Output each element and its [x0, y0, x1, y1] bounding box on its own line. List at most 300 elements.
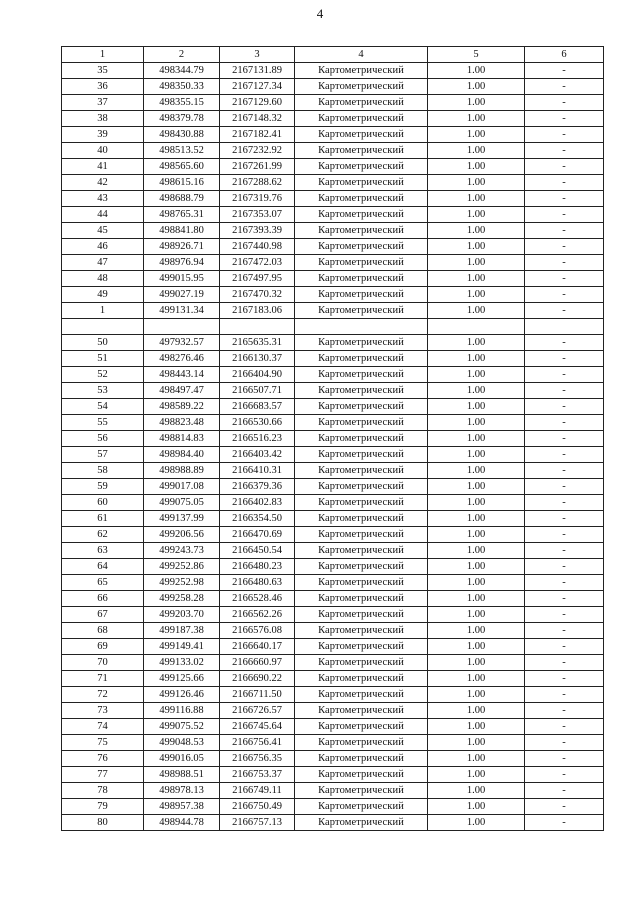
cell-description: - [525, 447, 604, 463]
table-row [62, 575, 604, 591]
table-row [62, 527, 604, 543]
table-row [62, 319, 604, 335]
cell-point-number: 62 [62, 527, 144, 543]
cell-method: Картометрический [295, 607, 428, 623]
table-row [62, 607, 604, 623]
cell-y-coordinate: 2166480.63 [220, 575, 295, 591]
cell-point-number: 48 [62, 271, 144, 287]
cell-accuracy: 1.00 [428, 495, 525, 511]
cell-point-number: 35 [62, 63, 144, 79]
table-row [62, 335, 604, 351]
cell-y-coordinate: 2167319.76 [220, 191, 295, 207]
cell-accuracy: 1.00 [428, 63, 525, 79]
cell-point-number: 55 [62, 415, 144, 431]
cell-point-number: 40 [62, 143, 144, 159]
cell-method: Картометрический [295, 815, 428, 831]
cell-y-coordinate: 2166745.64 [220, 719, 295, 735]
table-row [62, 559, 604, 575]
table-row [62, 495, 604, 511]
table-row [62, 191, 604, 207]
cell-description: - [525, 623, 604, 639]
cell-point-number: 60 [62, 495, 144, 511]
cell-description: - [525, 751, 604, 767]
table-row [62, 655, 604, 671]
cell-x-coordinate: 499149.41 [144, 639, 220, 655]
cell-method: Картометрический [295, 511, 428, 527]
cell-x-coordinate: 499187.38 [144, 623, 220, 639]
cell-point-number: 72 [62, 687, 144, 703]
cell-method: Картометрический [295, 63, 428, 79]
cell-description: - [525, 671, 604, 687]
cell-description: - [525, 383, 604, 399]
cell-accuracy: 1.00 [428, 223, 525, 239]
cell-y-coordinate: 2167261.99 [220, 159, 295, 175]
cell-description: - [525, 639, 604, 655]
table-row [62, 207, 604, 223]
cell-accuracy: 1.00 [428, 95, 525, 111]
cell-method: Картометрический [295, 799, 428, 815]
cell-accuracy: 1.00 [428, 367, 525, 383]
cell-description: - [525, 591, 604, 607]
cell-description: - [525, 559, 604, 575]
cell-description: - [525, 799, 604, 815]
cell-x-coordinate: 499252.98 [144, 575, 220, 591]
cell-y-coordinate: 2166757.13 [220, 815, 295, 831]
cell-point-number: 39 [62, 127, 144, 143]
cell-method: Картометрический [295, 207, 428, 223]
cell-x-coordinate: 2 [144, 47, 220, 63]
cell-y-coordinate: 2166404.90 [220, 367, 295, 383]
cell-description: - [525, 367, 604, 383]
cell-accuracy: 1.00 [428, 239, 525, 255]
cell-x-coordinate: 498765.31 [144, 207, 220, 223]
cell-accuracy: 1.00 [428, 735, 525, 751]
cell-x-coordinate: 499133.02 [144, 655, 220, 671]
cell-method: Картометрический [295, 655, 428, 671]
cell-point-number: 36 [62, 79, 144, 95]
cell-method: Картометрический [295, 623, 428, 639]
cell-x-coordinate: 498513.52 [144, 143, 220, 159]
cell-description: - [525, 63, 604, 79]
cell-accuracy: 1.00 [428, 159, 525, 175]
cell-y-coordinate: 2166750.49 [220, 799, 295, 815]
table-row [62, 463, 604, 479]
table-row [62, 255, 604, 271]
cell-y-coordinate: 2166507.71 [220, 383, 295, 399]
cell-y-coordinate: 2167288.62 [220, 175, 295, 191]
cell-y-coordinate: 2166576.08 [220, 623, 295, 639]
cell-method: Картометрический [295, 335, 428, 351]
cell-point-number: 68 [62, 623, 144, 639]
cell-x-coordinate: 499116.88 [144, 703, 220, 719]
table-row [62, 143, 604, 159]
cell-x-coordinate: 498565.60 [144, 159, 220, 175]
cell-y-coordinate: 2166450.54 [220, 543, 295, 559]
table-row [62, 703, 604, 719]
cell-y-coordinate: 2166749.11 [220, 783, 295, 799]
cell-y-coordinate [220, 319, 295, 335]
cell-method: Картометрический [295, 543, 428, 559]
cell-method: Картометрический [295, 639, 428, 655]
cell-x-coordinate: 499015.95 [144, 271, 220, 287]
cell-accuracy: 1.00 [428, 815, 525, 831]
cell-y-coordinate: 3 [220, 47, 295, 63]
cell-method: Картометрический [295, 719, 428, 735]
cell-x-coordinate: 499075.05 [144, 495, 220, 511]
cell-x-coordinate [144, 319, 220, 335]
table-row [62, 479, 604, 495]
cell-accuracy: 1.00 [428, 127, 525, 143]
cell-x-coordinate: 498615.16 [144, 175, 220, 191]
page-number: 4 [316, 6, 324, 21]
cell-description: - [525, 159, 604, 175]
cell-y-coordinate: 2166528.46 [220, 591, 295, 607]
cell-x-coordinate: 498988.89 [144, 463, 220, 479]
cell-x-coordinate: 498688.79 [144, 191, 220, 207]
cell-accuracy: 5 [428, 47, 525, 63]
cell-description: - [525, 95, 604, 111]
cell-description: - [525, 511, 604, 527]
table-row [62, 639, 604, 655]
coordinates-table-body [62, 47, 604, 831]
cell-accuracy: 1.00 [428, 719, 525, 735]
cell-point-number: 50 [62, 335, 144, 351]
table-row [62, 159, 604, 175]
cell-point-number: 52 [62, 367, 144, 383]
cell-accuracy: 1.00 [428, 479, 525, 495]
cell-method: Картометрический [295, 79, 428, 95]
cell-y-coordinate: 2167497.95 [220, 271, 295, 287]
cell-description: - [525, 575, 604, 591]
cell-accuracy: 1.00 [428, 207, 525, 223]
table-row [62, 287, 604, 303]
cell-y-coordinate: 2166683.57 [220, 399, 295, 415]
table-row [62, 271, 604, 287]
coordinates-table [61, 46, 604, 831]
cell-x-coordinate: 499258.28 [144, 591, 220, 607]
cell-point-number: 46 [62, 239, 144, 255]
cell-description: - [525, 703, 604, 719]
cell-accuracy: 1.00 [428, 687, 525, 703]
cell-point-number: 56 [62, 431, 144, 447]
cell-point-number: 64 [62, 559, 144, 575]
cell-point-number: 47 [62, 255, 144, 271]
cell-point-number: 76 [62, 751, 144, 767]
table-row [62, 687, 604, 703]
cell-description: - [525, 655, 604, 671]
cell-point-number: 78 [62, 783, 144, 799]
cell-point-number: 42 [62, 175, 144, 191]
table-row [62, 79, 604, 95]
cell-y-coordinate: 2166480.23 [220, 559, 295, 575]
cell-y-coordinate: 2166756.41 [220, 735, 295, 751]
cell-point-number: 54 [62, 399, 144, 415]
cell-accuracy: 1.00 [428, 655, 525, 671]
table-row [62, 239, 604, 255]
cell-method: Картометрический [295, 143, 428, 159]
cell-method: Картометрический [295, 127, 428, 143]
cell-y-coordinate: 2166470.69 [220, 527, 295, 543]
cell-method: Картометрический [295, 767, 428, 783]
table-row [62, 767, 604, 783]
cell-x-coordinate: 499017.08 [144, 479, 220, 495]
cell-point-number: 79 [62, 799, 144, 815]
cell-y-coordinate: 2166726.57 [220, 703, 295, 719]
cell-point-number: 1 [62, 303, 144, 319]
cell-method: Картометрический [295, 495, 428, 511]
cell-description: - [525, 143, 604, 159]
cell-point-number: 49 [62, 287, 144, 303]
cell-x-coordinate: 499131.34 [144, 303, 220, 319]
cell-x-coordinate: 498589.22 [144, 399, 220, 415]
table-row [62, 783, 604, 799]
table-header-row [62, 47, 604, 63]
table-row [62, 383, 604, 399]
cell-point-number: 37 [62, 95, 144, 111]
cell-method: Картометрический [295, 575, 428, 591]
table-row [62, 751, 604, 767]
table-row [62, 175, 604, 191]
cell-x-coordinate: 498443.14 [144, 367, 220, 383]
cell-x-coordinate: 499243.73 [144, 543, 220, 559]
cell-accuracy: 1.00 [428, 143, 525, 159]
cell-accuracy: 1.00 [428, 703, 525, 719]
table-row [62, 447, 604, 463]
cell-y-coordinate: 2166379.36 [220, 479, 295, 495]
cell-description: - [525, 527, 604, 543]
cell-x-coordinate: 499048.53 [144, 735, 220, 751]
cell-point-number: 59 [62, 479, 144, 495]
table-row [62, 671, 604, 687]
table-row [62, 303, 604, 319]
cell-x-coordinate: 498355.15 [144, 95, 220, 111]
cell-y-coordinate: 2167183.06 [220, 303, 295, 319]
cell-accuracy: 1.00 [428, 303, 525, 319]
cell-y-coordinate: 2166516.23 [220, 431, 295, 447]
cell-accuracy: 1.00 [428, 559, 525, 575]
cell-method [295, 319, 428, 335]
cell-y-coordinate: 2167440.98 [220, 239, 295, 255]
cell-point-number: 41 [62, 159, 144, 175]
cell-accuracy: 1.00 [428, 511, 525, 527]
cell-accuracy: 1.00 [428, 335, 525, 351]
table-row [62, 95, 604, 111]
cell-x-coordinate: 498926.71 [144, 239, 220, 255]
cell-method: Картометрический [295, 255, 428, 271]
table-row [62, 399, 604, 415]
cell-description: - [525, 399, 604, 415]
cell-description [525, 319, 604, 335]
cell-point-number: 45 [62, 223, 144, 239]
cell-x-coordinate: 499126.46 [144, 687, 220, 703]
cell-description: - [525, 415, 604, 431]
cell-point-number: 65 [62, 575, 144, 591]
cell-x-coordinate: 499252.86 [144, 559, 220, 575]
cell-y-coordinate: 2166410.31 [220, 463, 295, 479]
cell-accuracy: 1.00 [428, 255, 525, 271]
cell-y-coordinate: 2167472.03 [220, 255, 295, 271]
cell-accuracy: 1.00 [428, 383, 525, 399]
cell-x-coordinate: 498957.38 [144, 799, 220, 815]
cell-description: - [525, 255, 604, 271]
cell-description: - [525, 719, 604, 735]
cell-point-number: 38 [62, 111, 144, 127]
table-row [62, 719, 604, 735]
cell-accuracy: 1.00 [428, 431, 525, 447]
cell-description: - [525, 735, 604, 751]
cell-accuracy: 1.00 [428, 399, 525, 415]
table-row [62, 431, 604, 447]
table-row [62, 111, 604, 127]
cell-x-coordinate: 498344.79 [144, 63, 220, 79]
cell-description: - [525, 239, 604, 255]
table-row [62, 591, 604, 607]
cell-x-coordinate: 498379.78 [144, 111, 220, 127]
cell-accuracy: 1.00 [428, 527, 525, 543]
cell-method: Картометрический [295, 527, 428, 543]
cell-description: - [525, 191, 604, 207]
cell-method: Картометрический [295, 703, 428, 719]
cell-description: - [525, 111, 604, 127]
cell-accuracy: 1.00 [428, 607, 525, 623]
table-row [62, 623, 604, 639]
cell-point-number: 61 [62, 511, 144, 527]
cell-method: Картометрический [295, 111, 428, 127]
cell-description: - [525, 335, 604, 351]
cell-accuracy: 1.00 [428, 463, 525, 479]
cell-x-coordinate: 498814.83 [144, 431, 220, 447]
cell-y-coordinate: 2166753.37 [220, 767, 295, 783]
table-row [62, 63, 604, 79]
cell-accuracy: 1.00 [428, 751, 525, 767]
cell-description: - [525, 127, 604, 143]
cell-method: Картометрический [295, 175, 428, 191]
cell-x-coordinate: 498976.94 [144, 255, 220, 271]
cell-y-coordinate: 2167470.32 [220, 287, 295, 303]
cell-point-number: 67 [62, 607, 144, 623]
cell-method: Картометрический [295, 303, 428, 319]
cell-description: - [525, 303, 604, 319]
cell-x-coordinate: 498944.78 [144, 815, 220, 831]
table-row [62, 223, 604, 239]
cell-y-coordinate: 2166530.66 [220, 415, 295, 431]
cell-x-coordinate: 498497.47 [144, 383, 220, 399]
cell-description: - [525, 815, 604, 831]
cell-y-coordinate: 2167131.89 [220, 63, 295, 79]
cell-accuracy: 1.00 [428, 767, 525, 783]
cell-method: Картометрический [295, 463, 428, 479]
cell-accuracy: 1.00 [428, 543, 525, 559]
cell-method: Картометрический [295, 671, 428, 687]
cell-method: Картометрический [295, 351, 428, 367]
cell-y-coordinate: 2166711.50 [220, 687, 295, 703]
cell-description: - [525, 207, 604, 223]
cell-accuracy: 1.00 [428, 79, 525, 95]
cell-x-coordinate: 498276.46 [144, 351, 220, 367]
cell-point-number: 80 [62, 815, 144, 831]
cell-y-coordinate: 2166403.42 [220, 447, 295, 463]
cell-point-number: 58 [62, 463, 144, 479]
cell-x-coordinate: 498978.13 [144, 783, 220, 799]
cell-accuracy: 1.00 [428, 287, 525, 303]
cell-point-number [62, 319, 144, 335]
cell-y-coordinate: 2167129.60 [220, 95, 295, 111]
cell-y-coordinate: 2167393.39 [220, 223, 295, 239]
cell-accuracy: 1.00 [428, 639, 525, 655]
cell-method: Картометрический [295, 287, 428, 303]
cell-y-coordinate: 2167148.32 [220, 111, 295, 127]
cell-y-coordinate: 2166756.35 [220, 751, 295, 767]
cell-accuracy: 1.00 [428, 415, 525, 431]
table-row [62, 367, 604, 383]
table-row [62, 351, 604, 367]
cell-x-coordinate: 499206.56 [144, 527, 220, 543]
cell-point-number: 63 [62, 543, 144, 559]
cell-point-number: 43 [62, 191, 144, 207]
cell-method: Картометрический [295, 591, 428, 607]
cell-point-number: 57 [62, 447, 144, 463]
cell-y-coordinate: 2166402.83 [220, 495, 295, 511]
cell-method: Картометрический [295, 783, 428, 799]
cell-method: Картометрический [295, 159, 428, 175]
cell-accuracy: 1.00 [428, 351, 525, 367]
cell-method: Картометрический [295, 239, 428, 255]
cell-method: Картометрический [295, 431, 428, 447]
cell-accuracy: 1.00 [428, 783, 525, 799]
cell-accuracy: 1.00 [428, 671, 525, 687]
cell-method: Картометрический [295, 559, 428, 575]
cell-description: - [525, 351, 604, 367]
cell-accuracy: 1.00 [428, 447, 525, 463]
table-row [62, 127, 604, 143]
cell-x-coordinate: 498984.40 [144, 447, 220, 463]
cell-y-coordinate: 2166660.97 [220, 655, 295, 671]
cell-y-coordinate: 2167182.41 [220, 127, 295, 143]
cell-point-number: 53 [62, 383, 144, 399]
table-row [62, 543, 604, 559]
cell-description: - [525, 79, 604, 95]
cell-description: - [525, 767, 604, 783]
table-row [62, 815, 604, 831]
cell-description: - [525, 543, 604, 559]
cell-method: Картометрический [295, 367, 428, 383]
cell-x-coordinate: 499203.70 [144, 607, 220, 623]
cell-description: 6 [525, 47, 604, 63]
cell-point-number: 75 [62, 735, 144, 751]
cell-y-coordinate: 2167127.34 [220, 79, 295, 95]
cell-method: Картометрический [295, 479, 428, 495]
cell-point-number: 71 [62, 671, 144, 687]
cell-point-number: 51 [62, 351, 144, 367]
cell-x-coordinate: 499027.19 [144, 287, 220, 303]
cell-method: Картометрический [295, 383, 428, 399]
cell-method: Картометрический [295, 751, 428, 767]
cell-method: Картометрический [295, 191, 428, 207]
cell-point-number: 44 [62, 207, 144, 223]
cell-description: - [525, 463, 604, 479]
cell-x-coordinate: 499125.66 [144, 671, 220, 687]
cell-x-coordinate: 499137.99 [144, 511, 220, 527]
cell-method: Картометрический [295, 447, 428, 463]
cell-y-coordinate: 2166130.37 [220, 351, 295, 367]
cell-x-coordinate: 498841.80 [144, 223, 220, 239]
cell-point-number: 74 [62, 719, 144, 735]
cell-description: - [525, 687, 604, 703]
table-row [62, 511, 604, 527]
cell-method: Картометрический [295, 687, 428, 703]
cell-point-number: 69 [62, 639, 144, 655]
cell-accuracy: 1.00 [428, 111, 525, 127]
